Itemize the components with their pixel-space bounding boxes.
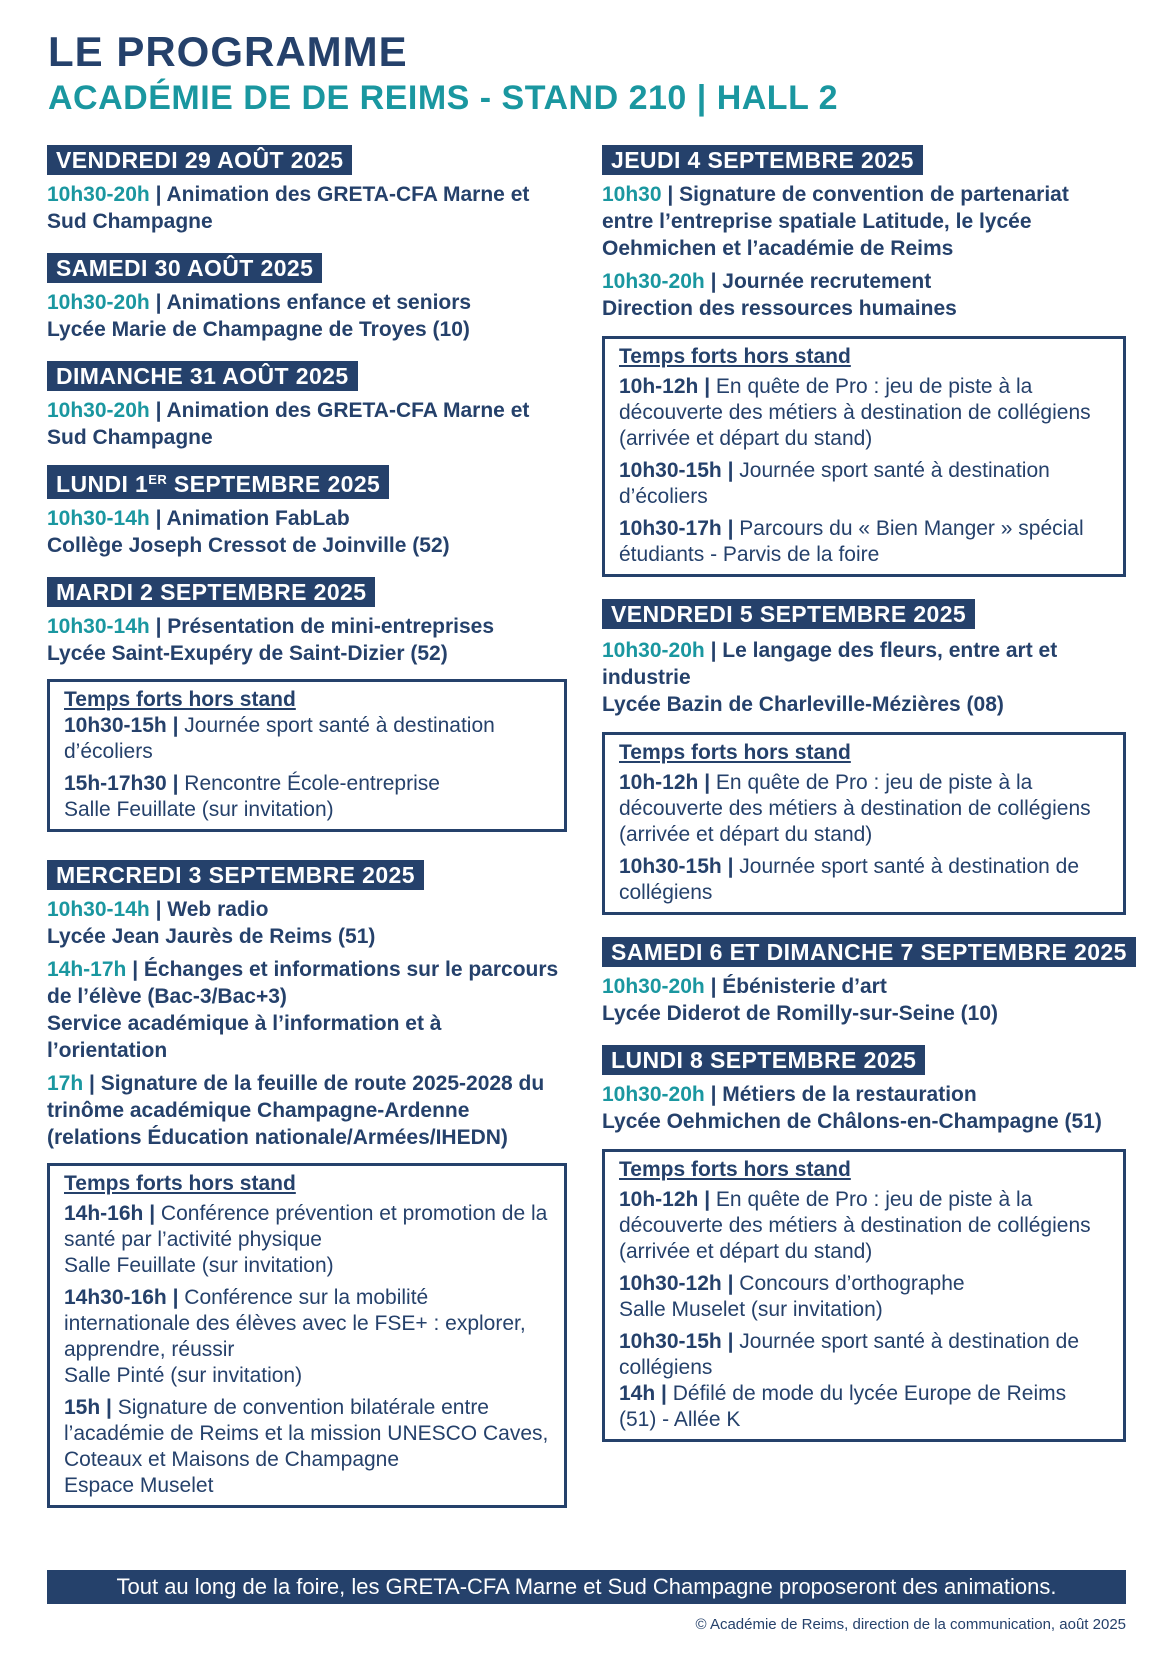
day-header: VENDREDI 29 AOÛT 2025 <box>47 145 352 175</box>
box-item: 10h30-15h | Journée sport santé à destination d’écoliers <box>619 459 1050 508</box>
event-time: 10h30-14h <box>47 507 150 530</box>
box-item: 10h30-15h | Journée sport santé à destination de collégiens <box>619 1330 1080 1379</box>
box-item: 14h | Défilé de mode du lycée Europe de Reims (51) - Allée K <box>619 1382 1067 1431</box>
event: 10h30-20h | Métiers de la restauration Lycée Oehmichen de Châlons-en-Champagne (51) <box>602 1083 1102 1133</box>
box-item-text: Conférence prévention et promotion de la santé par l’activité physique <box>64 1202 548 1251</box>
event: 10h30-20h | Ébénisterie d’art Lycée Diderot de Romilly-sur-Seine (10) <box>602 975 998 1025</box>
box-item: 14h-16h | Conférence prévention et promotion de la santé par l’activité physique Salle Feuillate (sur invitation) <box>64 1202 548 1277</box>
event: 10h30-14h | Présentation de mini-entreprises Lycée Saint-Exupéry de Saint-Dizier (52) <box>47 615 495 665</box>
box-item-text: Concours d’orthographe <box>739 1272 965 1295</box>
event-location: Collège Joseph Cressot de Joinville (52) <box>47 534 450 557</box>
box-item-location: Salle Muselet (sur invitation) <box>619 1298 883 1321</box>
box-item-time: 14h <box>619 1382 656 1405</box>
event-text: Animation des GRETA-CFA Marne et Sud Champagne <box>47 183 530 233</box>
day-block <box>47 465 567 559</box>
day-header: VENDREDI 5 SEPTEMBRE 2025 <box>602 599 975 629</box>
box-item-time: 10h-12h <box>619 375 699 398</box>
box-item-text: En quête de Pro : jeu de piste à la découverte des métiers à destination de collégiens (arrivée et départ du stand) <box>619 771 1091 846</box>
box-item-time: 10h-12h <box>619 771 699 794</box>
event-text: Le langage des fleurs, entre art et industrie <box>602 639 1058 689</box>
day-header-part: LUNDI 1 <box>56 471 149 497</box>
box-item-time: 10h30-15h <box>619 855 722 878</box>
page-subtitle: ACADÉMIE DE DE REIMS - STAND 210 | HALL 2 <box>48 79 839 117</box>
event: 10h30-14h | Web radio Lycée Jean Jaurès de Reims (51) <box>47 898 376 948</box>
event-text: Signature de la feuille de route 2025-2028 du trinôme académique Champagne-Ardenne (relations Éducation nationale/Armées/IHEDN) <box>47 1072 545 1149</box>
left-column <box>47 145 567 1508</box>
event-text: Signature de convention de partenariat entre l’entreprise spatiale Latitude, le lycée Oehmichen et l’académie de Reims <box>602 183 1069 260</box>
event-location: Lycée Saint-Exupéry de Saint-Dizier (52) <box>47 642 448 665</box>
box-item: 14h30-16h | Conférence sur la mobilité internationale des élèves avec le FSE+ : explorer, apprendre, réussir Salle Pinté (sur invitation) <box>64 1286 526 1387</box>
event-location: Lycée Bazin de Charleville-Mézières (08) <box>602 693 1004 716</box>
event: 14h-17h | Échanges et informations sur le parcours de l’élève (Bac-3/Bac+3) Service académique à l’information et à l’orientation <box>47 958 559 1062</box>
off-stand-box <box>602 336 1126 577</box>
day-header-part: SEPTEMBRE 2025 <box>167 471 381 497</box>
event: 10h30-20h | Journée recrutement Direction des ressources humaines <box>602 270 957 320</box>
day-header: LUNDI 8 SEPTEMBRE 2025 <box>602 1045 925 1075</box>
event: 10h30 | Signature de convention de partenariat entre l’entreprise spatiale Latitude, le lycée Oehmichen et l’académie de Reims <box>602 183 1069 260</box>
box-item-text: Journée sport santé à destination d’écoliers <box>64 714 495 763</box>
box-heading: Temps forts hors stand <box>64 1172 296 1195</box>
event-time: 10h30-20h <box>602 1083 705 1106</box>
box-item-time: 10h30-15h <box>619 459 722 482</box>
event-time: 10h30-20h <box>602 270 705 293</box>
page-title: LE PROGRAMME <box>48 28 408 75</box>
day-block <box>47 860 567 1508</box>
day-block <box>602 145 1126 577</box>
day-header <box>47 465 389 499</box>
box-item: 15h-17h30 | Rencontre École-entreprise Salle Feuillate (sur invitation) <box>64 772 440 821</box>
box-item-text: Défilé de mode du lycée Europe de Reims (51) - Allée K <box>619 1382 1067 1431</box>
event-text: Animation des GRETA-CFA Marne et Sud Champagne <box>47 399 530 449</box>
box-item-location: Espace Muselet <box>64 1474 214 1497</box>
event-text: Journée recrutement <box>722 270 932 293</box>
day-header: DIMANCHE 31 AOÛT 2025 <box>47 361 358 391</box>
day-header: MERCREDI 3 SEPTEMBRE 2025 <box>47 860 424 890</box>
event: 17h | Signature de la feuille de route 2025-2028 du trinôme académique Champagne-Ardenne (relations Éducation nationale/Armées/IHEDN) <box>47 1072 545 1149</box>
day-block <box>47 145 567 235</box>
event: 10h30-20h | Animations enfance et seniors Lycée Marie de Champagne de Troyes (10) <box>47 291 472 341</box>
box-item-location: Salle Pinté (sur invitation) <box>64 1364 303 1387</box>
day-header: MARDI 2 SEPTEMBRE 2025 <box>47 577 375 607</box>
event-time: 10h30-14h <box>47 615 150 638</box>
box-item: 10h30-15h | Journée sport santé à destination de collégiens <box>619 855 1080 904</box>
footer-banner: Tout au long de la foire, les GRETA-CFA Marne et Sud Champagne proposeront des animations. <box>47 1570 1126 1604</box>
day-header: SAMEDI 6 ET DIMANCHE 7 SEPTEMBRE 2025 <box>602 937 1136 967</box>
event-time: 17h <box>47 1072 84 1095</box>
event-time: 10h30-14h <box>47 898 150 921</box>
day-block <box>47 361 567 451</box>
box-item-text: Conférence sur la mobilité internationale des élèves avec le FSE+ : explorer, apprendre, réussir <box>64 1286 526 1361</box>
event-location: Service académique à l’information et à l’orientation <box>47 1012 442 1062</box>
box-item-text: Parcours du « Bien Manger » spécial étudiants - Parvis de la foire <box>619 517 1084 566</box>
copyright-credit: © Académie de Reims, direction de la communication, août 2025 <box>695 1616 1126 1633</box>
box-item: 10h-12h | En quête de Pro : jeu de piste à la découverte des métiers à destination de collégiens (arrivée et départ du stand) <box>619 375 1091 450</box>
day-header-sup: ER <box>148 472 168 487</box>
box-item-time: 15h <box>64 1396 101 1419</box>
off-stand-box <box>47 1163 567 1508</box>
box-heading: Temps forts hors stand <box>619 1158 851 1181</box>
box-item-location: Salle Feuillate (sur invitation) <box>64 798 334 821</box>
day-header: JEUDI 4 SEPTEMBRE 2025 <box>602 145 923 175</box>
event: 10h30-20h | Animation des GRETA-CFA Marne et Sud Champagne <box>47 183 530 233</box>
off-stand-box <box>602 1149 1126 1442</box>
event-time: 10h30-20h <box>602 639 705 662</box>
day-block <box>47 577 567 832</box>
day-block <box>47 253 567 343</box>
box-item: 15h | Signature de convention bilatérale entre l’académie de Reims et la mission UNESCO Caves, Coteaux et Maisons de Champagne Espace Muselet <box>64 1396 549 1497</box>
event-location: Lycée Oehmichen de Châlons-en-Champagne (51) <box>602 1110 1102 1133</box>
box-item-time: 10h30-12h <box>619 1272 722 1295</box>
event-location: Lycée Marie de Champagne de Troyes (10) <box>47 318 470 341</box>
event-location: Lycée Diderot de Romilly-sur-Seine (10) <box>602 1002 998 1025</box>
box-item-text: Journée sport santé à destination de collégiens <box>619 855 1080 904</box>
event: 10h30-14h | Animation FabLab Collège Joseph Cressot de Joinville (52) <box>47 507 450 557</box>
event-time: 10h30 <box>602 183 662 206</box>
day-header: SAMEDI 30 AOÛT 2025 <box>47 253 322 283</box>
day-block <box>602 1045 1126 1442</box>
event-text: Web radio <box>167 898 269 921</box>
box-item-time: 14h-16h <box>64 1202 144 1225</box>
box-item-time: 10h-12h <box>619 1188 699 1211</box>
box-item-time: 15h-17h30 <box>64 772 167 795</box>
event-text: Animation FabLab <box>166 507 350 530</box>
event-location: Direction des ressources humaines <box>602 297 957 320</box>
box-item-text: Journée sport santé à destination d’écoliers <box>619 459 1050 508</box>
box-item-text: Signature de convention bilatérale entre l’académie de Reims et la mission UNESCO Caves, Coteaux et Maisons de Champagne <box>64 1396 549 1471</box>
box-heading: Temps forts hors stand <box>64 688 296 711</box>
box-heading: Temps forts hors stand <box>619 741 851 764</box>
box-item: 10h30-12h | Concours d’orthographe Salle Muselet (sur invitation) <box>619 1272 965 1321</box>
event-text: Métiers de la restauration <box>722 1083 977 1106</box>
event: 10h30-20h | Le langage des fleurs, entre art et industrie Lycée Bazin de Charleville-Mézières (08) <box>602 639 1058 716</box>
event-text: Présentation de mini-entreprises <box>167 615 495 638</box>
box-item-time: 10h30-15h <box>64 714 167 737</box>
box-item-text: En quête de Pro : jeu de piste à la découverte des métiers à destination de collégiens (arrivée et départ du stand) <box>619 375 1091 450</box>
event-time: 10h30-20h <box>602 975 705 998</box>
event-time: 10h30-20h <box>47 183 150 206</box>
off-stand-box <box>602 732 1126 915</box>
day-block <box>602 937 1126 1027</box>
box-item-location: Salle Feuillate (sur invitation) <box>64 1254 334 1277</box>
box-item: 10h-12h | En quête de Pro : jeu de piste à la découverte des métiers à destination de collégiens (arrivée et départ du stand) <box>619 771 1091 846</box>
box-item-time: 10h30-15h <box>619 1330 722 1353</box>
off-stand-box <box>47 679 567 832</box>
event-location: Lycée Jean Jaurès de Reims (51) <box>47 925 376 948</box>
event: 10h30-20h | Animation des GRETA-CFA Marne et Sud Champagne <box>47 399 530 449</box>
event-time: 10h30-20h <box>47 291 150 314</box>
day-block <box>602 599 1126 915</box>
box-item: 10h-12h | En quête de Pro : jeu de piste à la découverte des métiers à destination de collégiens (arrivée et départ du stand) <box>619 1188 1091 1263</box>
event-time: 10h30-20h <box>47 399 150 422</box>
box-item-time: 14h30-16h <box>64 1286 167 1309</box>
box-item-text: Rencontre École-entreprise <box>184 772 440 795</box>
box-item-text: Journée sport santé à destination de collégiens <box>619 1330 1080 1379</box>
box-item: 10h30-15h | Journée sport santé à destination d’écoliers <box>64 714 495 763</box>
box-item-time: 10h30-17h <box>619 517 722 540</box>
box-item-text: En quête de Pro : jeu de piste à la découverte des métiers à destination de collégiens (arrivée et départ du stand) <box>619 1188 1091 1263</box>
event-text: Échanges et informations sur le parcours de l’élève (Bac-3/Bac+3) <box>47 958 559 1008</box>
event-text: Ébénisterie d’art <box>722 975 887 998</box>
box-heading: Temps forts hors stand <box>619 345 851 368</box>
box-item: 10h30-17h | Parcours du « Bien Manger » spécial étudiants - Parvis de la foire <box>619 517 1084 566</box>
event-time: 14h-17h <box>47 958 127 981</box>
event-text: Animations enfance et seniors <box>166 291 472 314</box>
right-column <box>602 145 1126 1442</box>
